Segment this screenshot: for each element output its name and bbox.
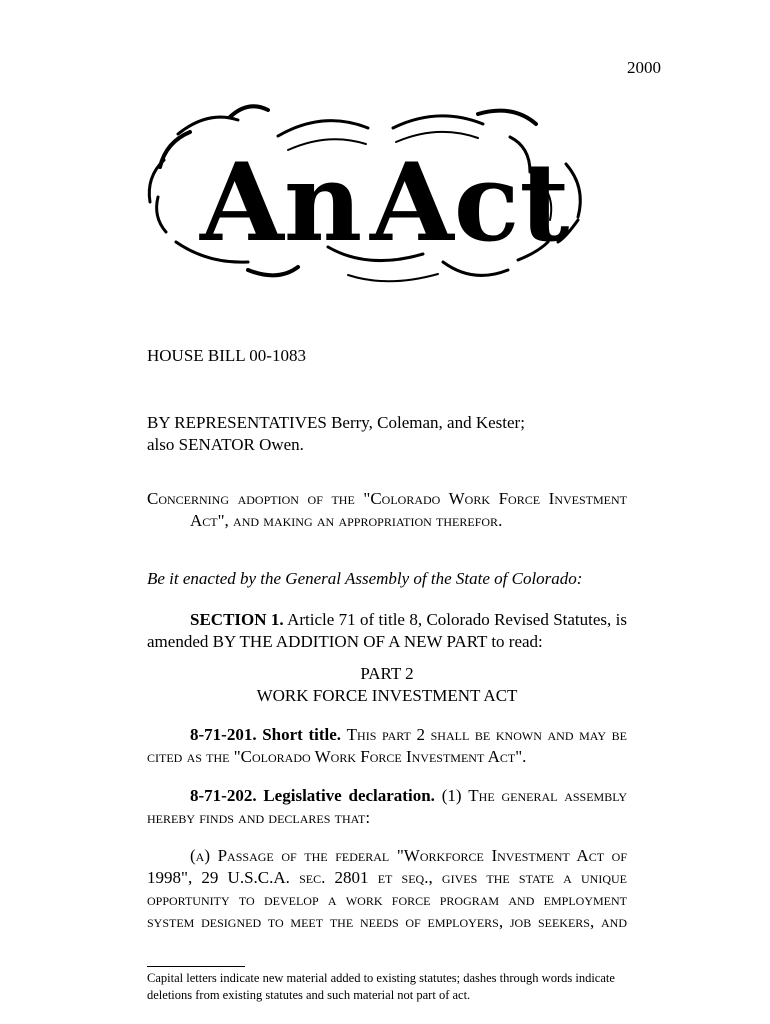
s201-line-2: cited as the "Colorado Work Force Investment Act". <box>147 747 527 766</box>
bill-year: 2000 <box>627 58 661 77</box>
part-title: WORK FORCE INVESTMENT ACT <box>256 686 518 705</box>
paragraph-a <box>147 845 627 933</box>
part-number: PART 2 <box>360 664 414 683</box>
s202-line-2: hereby finds and declares that: <box>147 808 371 827</box>
s202-num: (1) <box>441 786 462 805</box>
part-heading <box>147 663 627 707</box>
s202-heading: 8-71-202. Legislative declaration. <box>190 786 435 805</box>
concerning-clause <box>147 488 627 532</box>
enacting-clause: Be it enacted by the General Assembly of the State of Colorado: <box>147 569 583 588</box>
section-1 <box>147 609 627 653</box>
section-8-71-202 <box>147 785 627 829</box>
footnote <box>147 970 627 1004</box>
footnote-line-2: deletions from existing statutes and such material not part of act. <box>147 988 471 1002</box>
para-a-line-3: opportunity to develop a work force program and employment <box>147 890 627 909</box>
house-bill-number: HOUSE BILL 00-1083 <box>147 346 306 365</box>
section-8-71-201 <box>147 724 627 768</box>
concerning-line-1: Concerning adoption of the "Colorado Work Force Investment <box>147 489 627 508</box>
logo-act: Act <box>370 140 570 266</box>
footnote-divider <box>147 966 245 967</box>
sponsors-line-2: also SENATOR Owen. <box>147 435 304 454</box>
section-1-line-1 <box>147 609 627 631</box>
section-1-line-2: amended BY THE ADDITION OF A NEW PART to read: <box>147 632 543 651</box>
section-1-label: SECTION 1. <box>190 610 284 629</box>
concerning-line-2: Act", and making an appropriation therefor. <box>190 511 503 530</box>
s201-text-1: This part 2 shall be known and may be <box>346 725 627 744</box>
logo-an: An <box>200 140 363 266</box>
sponsors-line-1: BY REPRESENTATIVES Berry, Coleman, and Kester; <box>147 413 525 432</box>
an-act-logo <box>138 92 616 302</box>
para-a-line-4: system designed to meet the needs of employers, job seekers, and <box>147 912 627 931</box>
para-a-line-1: (a) Passage of the federal "Workforce Investment Act of <box>190 846 627 865</box>
section-1-text-1: Article 71 of title 8, Colorado Revised Statutes, is <box>287 610 627 629</box>
s202-line-1 <box>147 785 627 807</box>
para-a-line-2: 1998", 29 U.S.C.A. sec. 2801 et seq., gives the state a unique <box>147 868 627 887</box>
s202-text-1: The general assembly <box>468 786 628 805</box>
s201-heading: 8-71-201. Short title. <box>190 725 342 744</box>
footnote-line-1: Capital letters indicate new material added to existing statutes; dashes through words indicate <box>147 971 615 985</box>
sponsors <box>147 412 627 456</box>
s201-line-1 <box>147 724 627 746</box>
